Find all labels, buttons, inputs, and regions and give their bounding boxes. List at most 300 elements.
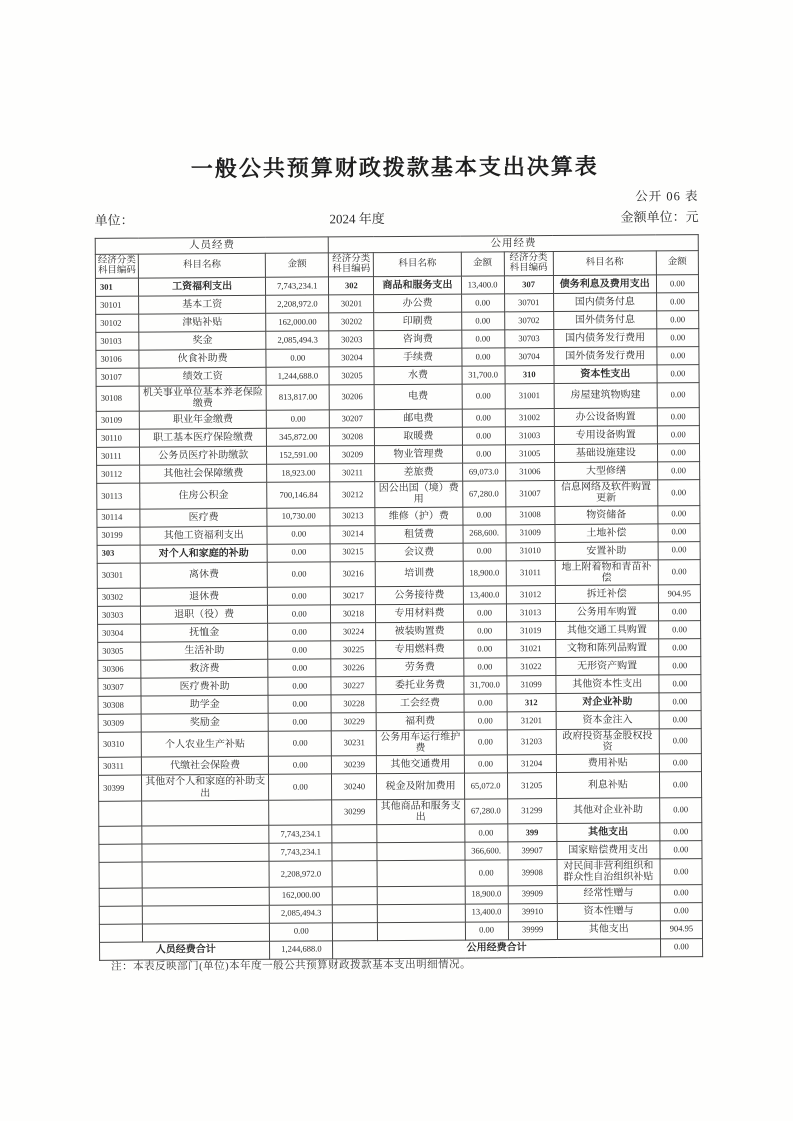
table-cell: 差旅费 (375, 463, 462, 482)
table-cell: 0.00 (660, 938, 702, 956)
table-cell: 其他资本性支出 (556, 675, 659, 694)
table-cell: 307 (504, 275, 553, 293)
table-row (99, 859, 702, 888)
table-cell: 其他商品和服务支出 (377, 799, 464, 825)
table-cell: 0.00 (659, 729, 701, 755)
table-cell: 0.00 (464, 730, 507, 756)
table-cell: 30209 (330, 446, 375, 464)
table-cell: 0.00 (657, 329, 699, 347)
table-cell: 伙食补助费 (139, 349, 266, 368)
table-cell: 7,743,234.1 (266, 277, 329, 295)
table-cell: 31204 (507, 755, 556, 773)
table-cell: 其他支出 (557, 920, 660, 939)
table-cell: 奖励金 (141, 713, 268, 732)
table-cell: 30299 (332, 799, 377, 825)
table-cell: 土地补偿 (555, 524, 658, 543)
table-cell: 30227 (331, 677, 376, 695)
table-cell: 安置补助 (555, 542, 658, 561)
table-cell: 工会经费 (376, 694, 463, 713)
column-header-cell: 科目名称 (138, 253, 265, 278)
table-cell: 0.00 (269, 756, 332, 774)
table-cell: 31012 (506, 586, 555, 604)
table-cell: 0.00 (659, 639, 701, 657)
table-cell: 1,244,688.0 (266, 367, 329, 385)
table-cell: 30110 (96, 429, 139, 447)
table-cell: 31003 (505, 427, 554, 445)
table-cell: 被装购置费 (376, 622, 463, 641)
table-cell: 0.00 (660, 902, 702, 920)
table-cell: 0.00 (658, 480, 700, 506)
table-cell (377, 860, 464, 886)
table-cell: 2,208,972.0 (266, 295, 329, 313)
table-cell: 0.00 (659, 754, 701, 772)
table-cell: 0.00 (657, 311, 699, 329)
table-cell: 0.00 (464, 694, 507, 712)
table-cell: 30109 (96, 411, 139, 429)
table-cell: 31299 (507, 798, 556, 824)
table-cell: 65,072.0 (464, 773, 507, 799)
table-cell: 0.00 (267, 544, 330, 562)
table-cell: 职业年金缴费 (139, 411, 266, 430)
table-cell: 30205 (329, 367, 374, 385)
table-cell: 30211 (330, 464, 375, 482)
table-body (95, 275, 702, 960)
table-cell: 0.00 (268, 713, 331, 731)
table-cell: 30307 (98, 678, 141, 696)
table-cell: 31008 (505, 506, 554, 524)
table-cell: 0.00 (659, 693, 701, 711)
table-cell: 30111 (96, 447, 139, 465)
table-cell: 办公设备购置 (554, 408, 657, 427)
table-cell (142, 800, 269, 826)
table-cell: 31005 (505, 445, 554, 463)
table-cell: 租赁费 (375, 525, 462, 544)
table-cell: 公务接待费 (376, 586, 463, 605)
table-cell (142, 923, 269, 942)
table-cell: 303 (97, 545, 140, 563)
table-cell: 福利费 (377, 712, 464, 731)
table-cell: 其他支出 (556, 823, 659, 842)
table-cell: 文物和陈列品购置 (555, 639, 658, 658)
table-cell: 邮电费 (375, 409, 462, 428)
table-cell: 18,900.0 (463, 560, 506, 586)
table-cell (378, 886, 465, 905)
table-cell: 对民间非营利组织和群众性自治组织补贴 (557, 859, 660, 885)
table-cell: 67,280.0 (462, 481, 505, 507)
table-cell: 0.00 (463, 604, 506, 622)
table-cell: 0.00 (267, 562, 330, 588)
table-cell: 商品和服务支出 (374, 276, 461, 295)
table-cell: 813,817.00 (266, 385, 329, 411)
table-cell: 0.00 (462, 445, 505, 463)
table-cell (377, 842, 464, 861)
table-cell: 0.00 (269, 774, 332, 800)
table-cell: 10,730.00 (267, 508, 330, 526)
table-cell: 国内债务付息 (553, 293, 656, 312)
table-cell: 30101 (96, 296, 139, 314)
table-cell: 其他对企业补助 (556, 798, 659, 824)
table-cell: 政府投资基金股权投资 (556, 729, 659, 755)
table-cell: 资本性赠与 (557, 902, 660, 921)
table-cell: 67,280.0 (464, 799, 507, 825)
table-cell (269, 800, 332, 826)
table-cell: 退职（役）费 (141, 605, 268, 624)
table-cell: 0.00 (659, 772, 701, 798)
table-cell: 0.00 (463, 622, 506, 640)
table-cell: 0.00 (660, 884, 702, 902)
table-cell: 0.00 (461, 312, 504, 330)
table-cell: 0.00 (268, 677, 331, 695)
table-cell: 31,700.0 (462, 366, 505, 384)
table-cell: 30113 (97, 483, 140, 509)
table-cell: 30305 (98, 642, 141, 660)
table-cell: 0.00 (461, 330, 504, 348)
table-cell: 30306 (98, 660, 141, 678)
table-cell: 162,000.00 (269, 886, 332, 904)
table-cell: 302 (329, 277, 374, 295)
table-cell: 工资福利支出 (139, 277, 266, 296)
table-cell: 奖金 (139, 331, 266, 350)
table-cell: 0.00 (463, 658, 506, 676)
table-cell: 30207 (330, 410, 375, 428)
table-cell: 人员经费合计 (100, 941, 270, 960)
table-cell: 0.00 (657, 462, 699, 480)
table-cell: 31001 (505, 383, 554, 409)
table-cell: 30203 (329, 331, 374, 349)
table-cell: 30103 (96, 332, 139, 350)
table-cell: 0.00 (461, 294, 504, 312)
table-cell: 其他社会保障缴费 (140, 465, 267, 484)
amount-unit-label: 金额单位：元 (620, 209, 699, 225)
table-cell (333, 922, 378, 940)
table-cell: 30311 (98, 757, 141, 775)
table-cell (377, 824, 464, 843)
table-cell: 30304 (98, 624, 141, 642)
table-cell (99, 826, 142, 844)
table-cell: 会议费 (376, 543, 463, 562)
column-header-cell: 科目名称 (553, 251, 656, 276)
table-cell: 0.00 (659, 675, 701, 693)
table-cell: 30303 (97, 606, 140, 624)
table-cell: 津贴补贴 (139, 313, 266, 332)
table-cell: 0.00 (270, 922, 333, 940)
table-cell: 0.00 (658, 603, 700, 621)
table-cell: 13,400.0 (465, 903, 508, 921)
table-cell: 0.00 (657, 444, 699, 462)
table-cell: 公用经费合计 (333, 938, 661, 958)
table-cell: 30231 (332, 731, 377, 757)
table-cell (142, 887, 269, 906)
table-cell: 0.00 (268, 731, 331, 757)
table-cell: 30208 (330, 428, 375, 446)
table-cell: 对企业补助 (556, 693, 659, 712)
table-cell: 31099 (507, 676, 556, 694)
table-cell: 0.00 (658, 621, 700, 639)
table-cell (142, 905, 269, 924)
table-cell (99, 844, 142, 862)
table-cell (333, 886, 378, 904)
table-cell: 268,600. (463, 524, 506, 542)
table-cell: 312 (507, 694, 556, 712)
table-cell: 利息补贴 (556, 772, 659, 798)
table-cell: 国外债务发行费用 (554, 347, 657, 366)
table-cell: 0.00 (658, 541, 700, 559)
table-cell (378, 922, 465, 941)
table-cell: 30226 (331, 659, 376, 677)
table-cell: 0.00 (268, 641, 331, 659)
table-cell: 0.00 (659, 711, 701, 729)
table-cell: 0.00 (659, 657, 701, 675)
section-header-cell: 人员经费 (95, 237, 328, 254)
column-header-cell: 金额 (266, 253, 329, 277)
table-cell: 0.00 (464, 824, 507, 842)
page-title: 一般公共预算财政拨款基本支出决算表 (190, 153, 599, 182)
table-cell: 301 (95, 278, 138, 296)
table-cell: 30213 (330, 507, 375, 525)
table-cell: 取暖费 (375, 427, 462, 446)
table-cell: 18,900.0 (465, 885, 508, 903)
table-cell: 0.00 (657, 408, 699, 426)
table-cell: 310 (505, 365, 554, 383)
table-cell: 31011 (506, 560, 555, 586)
table-cell: 31022 (506, 658, 555, 676)
table-cell: 0.00 (266, 349, 329, 367)
table-cell: 30704 (505, 347, 554, 365)
table-cell: 2,085,494.3 (266, 331, 329, 349)
table-cell: 39909 (508, 885, 557, 903)
table-cell: 30206 (329, 385, 374, 411)
table-cell: 39910 (508, 903, 557, 921)
table-cell: 904.95 (658, 585, 700, 603)
table-cell: 30216 (331, 561, 376, 587)
table-cell: 培训费 (376, 561, 463, 587)
column-header-cell: 金额 (656, 251, 698, 275)
table-cell: 维修（护）费 (375, 507, 462, 526)
table-cell: 0.00 (657, 365, 699, 383)
table-cell (332, 825, 377, 843)
table-cell: 30212 (330, 482, 375, 508)
table-cell: 30106 (96, 350, 139, 368)
table-cell: 0.00 (462, 384, 505, 410)
table-meta-row (95, 206, 699, 229)
table-cell: 机关事业单位基本养老保险缴费 (139, 385, 266, 411)
table-cell: 30214 (330, 525, 375, 543)
table-cell: 办公费 (374, 294, 461, 313)
table-cell: 其他交通费用 (377, 755, 464, 774)
table-cell: 0.00 (461, 348, 504, 366)
table-cell: 国家赔偿费用支出 (557, 841, 660, 860)
table-cell: 39908 (508, 860, 557, 886)
table-cell: 30301 (97, 563, 140, 589)
table-cell: 30309 (98, 714, 141, 732)
table-cell: 0.00 (463, 542, 506, 560)
unit-label: 单位： (94, 212, 134, 228)
table-cell: 31010 (506, 542, 555, 560)
table-cell: 职工基本医疗保险缴费 (139, 429, 266, 448)
table-cell: 30703 (504, 329, 553, 347)
table-cell (99, 862, 142, 888)
table-cell: 无形资产购置 (555, 657, 658, 676)
table-cell: 30239 (332, 756, 377, 774)
table-cell: 抚恤金 (141, 623, 268, 642)
table-cell: 手续费 (374, 348, 461, 367)
table-cell: 绩效工资 (139, 367, 266, 386)
table-cell: 水费 (374, 366, 461, 385)
table-cell: 拆迁补偿 (555, 585, 658, 604)
table-cell: 31203 (507, 730, 556, 756)
table-cell (142, 825, 269, 844)
table-header (95, 235, 698, 279)
table-cell: 0.00 (462, 427, 505, 445)
table-cell: 13,400.0 (461, 276, 504, 294)
table-cell: 公务用车运行维护费 (377, 730, 464, 756)
section-header-cell: 公用经费 (329, 235, 699, 253)
table-cell: 30224 (331, 623, 376, 641)
table-cell: 0.00 (268, 659, 331, 677)
table-cell (142, 843, 269, 862)
table-cell: 医疗费 (140, 508, 267, 527)
table-cell: 其他对个人和家庭的补助支出 (142, 775, 269, 801)
table-cell: 0.00 (268, 587, 331, 605)
table-cell: 0.00 (659, 797, 701, 823)
table-cell: 2,085,494.3 (270, 904, 333, 922)
table-cell: 劳务费 (376, 658, 463, 677)
table-cell: 31002 (505, 409, 554, 427)
table-cell: 30204 (329, 349, 374, 367)
table-cell: 0.00 (656, 275, 698, 293)
table-cell: 30228 (331, 695, 376, 713)
table-cell: 18,923.00 (267, 464, 330, 482)
table-cell: 0.00 (660, 859, 702, 885)
table-cell: 1,244,688.0 (270, 940, 333, 958)
table-cell: 30310 (98, 732, 141, 758)
table-cell: 印刷费 (374, 312, 461, 331)
table-cell: 基本工资 (139, 295, 266, 314)
table-cell: 信息网络及软件购置更新 (554, 480, 657, 506)
table-cell: 30217 (331, 587, 376, 605)
column-header-row (95, 251, 698, 279)
table-cell: 700,146.84 (267, 482, 330, 508)
table-cell: 39907 (508, 842, 557, 860)
table-cell: 0.00 (462, 409, 505, 427)
table-cell: 救济费 (141, 659, 268, 678)
table-cell: 费用补贴 (556, 754, 659, 773)
table-cell: 30201 (329, 295, 374, 313)
table-row (99, 797, 702, 826)
table-cell: 366,600. (464, 842, 507, 860)
table-cell: 162,000.00 (266, 313, 329, 331)
table-cell: 31205 (507, 773, 556, 799)
table-cell: 国外债务付息 (553, 311, 656, 330)
table-cell: 电费 (375, 384, 462, 410)
fiscal-year-label: 2024 年度 (329, 211, 385, 227)
table-cell: 399 (507, 824, 556, 842)
table-cell: 地上附着物和青苗补偿 (555, 560, 658, 586)
table-cell: 30215 (330, 543, 375, 561)
table-cell: 7,743,234.1 (269, 843, 332, 861)
table-cell: 0.00 (656, 293, 698, 311)
table-number-label: 公开 06 表 (635, 189, 699, 204)
table-cell: 0.00 (658, 559, 700, 585)
table-cell (99, 888, 142, 906)
table-cell: 30108 (96, 386, 139, 412)
table-cell: 房屋建筑物购建 (554, 383, 657, 409)
table-cell (333, 904, 378, 922)
table-cell: 0.00 (465, 921, 508, 939)
table-row (98, 729, 701, 758)
table-cell: 904.95 (660, 920, 702, 938)
table-cell: 0.00 (658, 523, 700, 541)
table-cell: 31021 (506, 640, 555, 658)
table-cell: 债务利息及费用支出 (553, 275, 656, 294)
table-cell: 30399 (98, 775, 141, 801)
table-cell (99, 924, 142, 942)
table-cell: 0.00 (463, 640, 506, 658)
table-cell: 资本性支出 (554, 365, 657, 384)
table-cell: 30701 (504, 293, 553, 311)
table-row (98, 772, 701, 801)
table-cell: 生活补助 (141, 641, 268, 660)
table-cell: 0.00 (267, 410, 330, 428)
table-cell: 30112 (97, 465, 140, 483)
table-cell (142, 861, 269, 887)
table-cell (378, 904, 465, 923)
table-cell: 大型修缮 (554, 462, 657, 481)
table-row (97, 559, 700, 588)
table-cell: 30240 (332, 774, 377, 800)
table-cell: 31,700.0 (463, 676, 506, 694)
table-row (96, 383, 699, 412)
table-cell: 31201 (507, 712, 556, 730)
table-cell: 物资储备 (555, 506, 658, 525)
table-cell: 国内债务发行费用 (553, 329, 656, 348)
table-cell: 税金及附加费用 (377, 773, 464, 799)
table-cell: 30229 (331, 713, 376, 731)
table-cell (99, 801, 142, 827)
table-cell: 咨询费 (374, 330, 461, 349)
table-cell: 0.00 (464, 755, 507, 773)
table-cell: 152,591.00 (267, 446, 330, 464)
table-cell: 助学金 (141, 695, 268, 714)
table-cell: 31006 (505, 463, 554, 481)
table-cell: 0.00 (465, 860, 508, 886)
table-cell: 0.00 (657, 426, 699, 444)
table-cell: 30302 (97, 588, 140, 606)
table-cell: 因公出国（境）费用 (375, 481, 462, 507)
table-cell: 物业管理费 (375, 445, 462, 464)
budget-table (95, 234, 703, 960)
column-header-cell: 经济分类科目编码 (95, 254, 138, 278)
table-cell: 公务用车购置 (555, 603, 658, 622)
column-header-cell: 经济分类科目编码 (504, 252, 553, 276)
table-cell: 个人农业生产补贴 (141, 731, 268, 757)
footnote: 注：本表反映部门(单位)本年度一般公共预算财政拨款基本支出明细情况。 (111, 959, 472, 973)
table-cell: 2,208,972.0 (269, 861, 332, 887)
table-cell: 30199 (97, 527, 140, 545)
table-cell: 30102 (96, 314, 139, 332)
table-cell: 0.00 (268, 605, 331, 623)
table-cell: 专用设备购置 (554, 426, 657, 445)
table-cell: 31009 (506, 524, 555, 542)
table-cell: 医疗费补助 (141, 677, 268, 696)
table-cell: 0.00 (267, 526, 330, 544)
table-cell: 30202 (329, 313, 374, 331)
table-cell: 39999 (508, 921, 557, 939)
column-header-cell: 金额 (461, 252, 504, 276)
table-cell: 31019 (506, 622, 555, 640)
table-row (97, 480, 700, 509)
table-cell: 30702 (504, 311, 553, 329)
